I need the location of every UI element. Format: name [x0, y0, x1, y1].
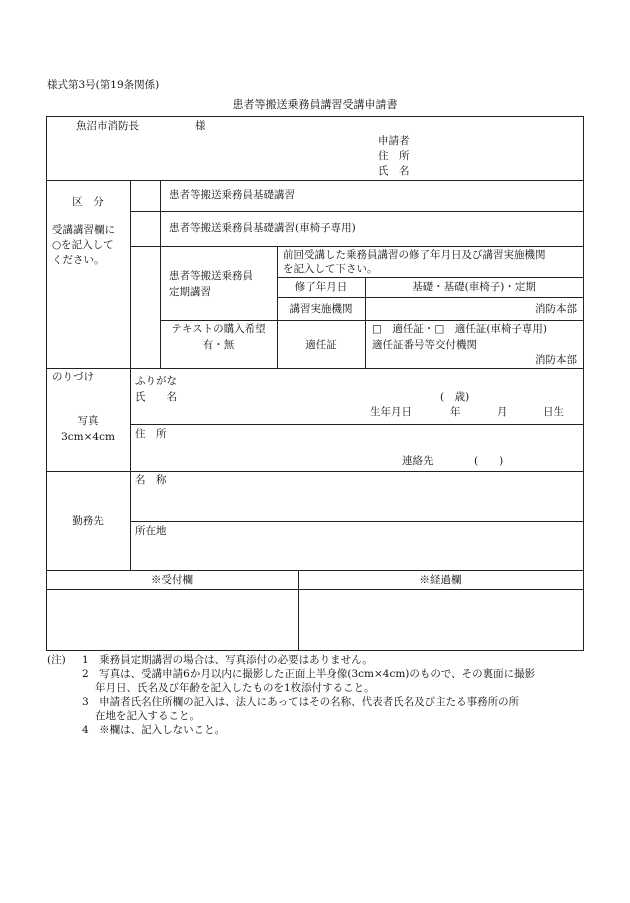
day-label: 日生	[543, 406, 564, 418]
course-periodic-line2: 定期講習	[169, 286, 211, 298]
workplace-location-label: 所在地	[135, 525, 167, 537]
textbook-line1: テキストの購入希望	[171, 323, 266, 335]
note-1: 1 乗務員定期講習の場合は、写真添付の必要はありません。	[82, 654, 373, 666]
workplace-name-label: 名 称	[135, 474, 167, 486]
cert-options: □ 適任証・□ 適任証(車椅子専用)	[372, 323, 548, 335]
note-3-line1: 3 申請者氏名住所欄の記入は、法人にあってはその名称、代表者氏名及び主たる事務所の所	[82, 696, 520, 708]
textbook-line2: 有・無	[202, 339, 235, 351]
applicant-address-label: 住 所	[378, 150, 410, 162]
progress-label: ※経過欄	[419, 574, 462, 586]
form-number: 様式第3号(第19条関係)	[47, 79, 160, 91]
paste-label: のりづけ	[52, 371, 94, 383]
reception-label: ※受付欄	[151, 574, 193, 586]
course-periodic-line1: 患者等搬送乗務員	[169, 270, 253, 282]
contact-paren: ( )	[474, 455, 504, 467]
cert-label: 適任証	[305, 339, 337, 351]
age-label: ( 歳)	[440, 391, 470, 403]
note-4: 4 ※欄は、記入しないこと。	[82, 724, 226, 736]
category-label: 区 分	[72, 196, 104, 208]
addressee-suffix: 様	[195, 120, 206, 132]
note-2-line1: 2 写真は、受講申請6か月以内に撮影した正面上半身像(3cm×4cm)のもので、その裏面に撮影	[82, 668, 536, 680]
birth-label: 生年月日	[370, 406, 412, 418]
contact-label: 連絡先	[402, 455, 434, 467]
workplace-label: 勤務先	[72, 515, 104, 527]
course-basic-wheelchair: 患者等搬送乗務員基礎講習(車椅子専用)	[169, 222, 356, 234]
instruction-line3: ください。	[52, 254, 105, 266]
photo-size: 3cm×4cm	[61, 431, 115, 443]
year-label: 年	[450, 406, 461, 418]
furigana-label: ふりがな	[135, 375, 177, 387]
institution-fire-dept: 消防本部	[535, 303, 577, 315]
cert-fire-dept: 消防本部	[535, 354, 577, 366]
instruction-line1: 受講講習欄に	[52, 224, 115, 236]
photo-label: 写真	[77, 415, 99, 427]
month-label: 月	[497, 406, 508, 418]
note-2-line2: 年月日、氏名及び年齢を記入したものを1枚添付すること。	[95, 682, 375, 694]
address-label: 住 所	[135, 428, 167, 440]
course-basic: 患者等搬送乗務員基礎講習	[169, 189, 295, 201]
institution-label: 講習実施機関	[289, 303, 353, 315]
notes-prefix: (注)	[47, 654, 66, 666]
addressee: 魚沼市消防長	[76, 120, 139, 132]
applicant-name-label: 氏 名	[378, 165, 410, 177]
form-title: 患者等搬送乗務員講習受講申請書	[232, 98, 398, 111]
applicant-label: 申請者	[378, 135, 410, 147]
cert-number-label: 適任証番号等交付機関	[372, 339, 477, 351]
previous-note-line1: 前回受講した乗務員講習の修了年月日及び講習実施機関	[283, 249, 546, 261]
instruction-line2: ○を記入して	[52, 239, 114, 251]
note-3-line2: 在地を記入すること。	[95, 710, 200, 722]
previous-note-line2: を記入して下さい。	[283, 263, 378, 275]
completion-date-label: 修了年月日	[294, 281, 348, 293]
completion-types: 基礎・基礎(車椅子)・定期	[412, 281, 536, 293]
name-label: 氏 名	[135, 391, 177, 403]
